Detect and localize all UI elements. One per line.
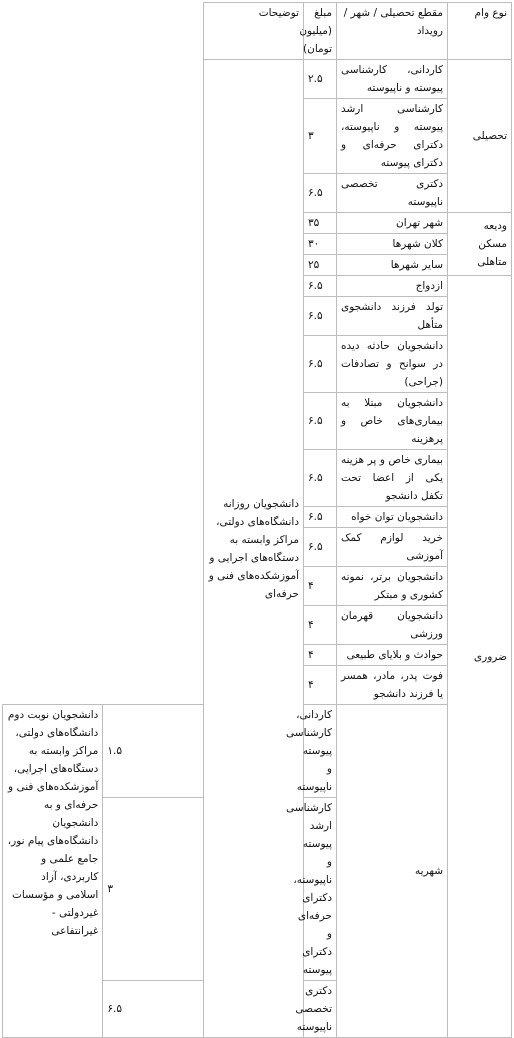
loan-type-tahsili: تحصیلی <box>448 60 512 213</box>
section-cell: کلان شهرها <box>337 234 448 255</box>
section-cell: دانشجویان قهرمان ورزشی <box>337 606 448 645</box>
amount-cell: ۶.۵ <box>304 336 337 393</box>
amount-cell: ۴ <box>304 645 337 666</box>
amount-cell: ۳۵ <box>304 213 337 234</box>
section-cell: شهر تهران <box>337 213 448 234</box>
section-cell: حوادث و بلایای طبیعی <box>337 645 448 666</box>
amount-cell: ۴ <box>304 666 337 705</box>
section-cell: تولد فرزند دانشجوی متأهل <box>337 297 448 336</box>
amount-cell: ۶.۵ <box>304 174 337 213</box>
loan-table <box>2 2 512 1038</box>
section-cell: خرید لوازم کمک آموزشی <box>337 528 448 567</box>
amount-cell: ۴ <box>304 567 337 606</box>
section-cell: دانشجویان برتر، نمونه کشوری و مبتکر <box>337 567 448 606</box>
amount-cell: ۳ <box>304 99 337 174</box>
amount-cell: ۲.۵ <box>304 60 337 99</box>
amount-cell: ۶.۵ <box>304 528 337 567</box>
description-shahrie: دانشجویان نوبت دوم دانشگاه‌های دولتی، مراکز وابسته به دستگاه‌های اجرایی، آموزشکده‌های فنی و حرفه‌ای و به دانشجویان دانشگاه‌های پیام نور، جامع علمی و کاربردی، آزاد اسلامی و مؤسسات غیردولتی - غیرانتفاعی <box>3 705 103 1038</box>
section-cell: دکتری تخصصی ناپیوسته <box>304 981 337 1038</box>
section-cell: فوت پدر، مادر، همسر یا فرزند دانشجو <box>337 666 448 705</box>
amount-cell: ۶.۵ <box>304 276 337 297</box>
loan-type-shahrie: شهریه <box>337 705 448 1038</box>
amount-cell: ۶.۵ <box>304 393 337 450</box>
amount-cell: ۶.۵ <box>304 507 337 528</box>
loan-type-vadie: ودیعه مسکن متاهلی <box>448 213 512 276</box>
section-cell: کارشناسی ارشد پیوسته و ناپیوسته، دکترای حرفه‌ای و دکترای پیوسته <box>337 99 448 174</box>
section-cell: کاردانی، کارشناسی پیوسته و ناپیوسته <box>304 705 337 798</box>
table-header <box>3 3 512 60</box>
header-row <box>3 3 512 60</box>
header-description: توضیحات <box>203 3 303 60</box>
section-cell: دانشجویان مبتلا به بیماری‌های خاص و پرهزینه <box>337 393 448 450</box>
section-cell: دکتری تخصصی ناپیوسته <box>337 174 448 213</box>
amount-cell: ۳ <box>103 798 203 981</box>
section-cell: ازدواج <box>337 276 448 297</box>
section-cell: دانشجویان توان خواه <box>337 507 448 528</box>
amount-cell: ۶.۵ <box>304 297 337 336</box>
description-zarori: دانشجویان روزانه دانشگاه‌های دولتی، مراکز وابسته به دستگاه‌های اجرایی و آموزشکده‌های فنی و حرفه‌ای <box>203 60 303 1038</box>
header-section: مقطع تحصیلی / شهر / رویداد <box>337 3 448 60</box>
amount-cell: ۶.۵ <box>103 981 203 1038</box>
amount-cell: ۳۰ <box>304 234 337 255</box>
table-row <box>3 60 512 99</box>
header-amount: مبلغ (میلیون تومان) <box>304 3 337 60</box>
section-cell: کاردانی، کارشناسی پیوسته و ناپیوسته <box>337 60 448 99</box>
section-cell: بیماری خاص و پر هزینه یکی از اعضا تحت تکفل دانشجو <box>337 450 448 507</box>
section-cell: دانشجویان حادثه دیده در سوانح و تصادفات (جراحی) <box>337 336 448 393</box>
section-cell: سایر شهرها <box>337 255 448 276</box>
amount-cell: ۶.۵ <box>304 450 337 507</box>
amount-cell: ۲۵ <box>304 255 337 276</box>
loan-type-zarori: ضروری <box>448 276 512 1038</box>
header-loan-type: نوع وام <box>448 3 512 60</box>
amount-cell: ۱.۵ <box>103 705 203 798</box>
amount-cell: ۴ <box>304 606 337 645</box>
section-cell: کارشناسی ارشد پیوسته و ناپیوسته، دکترای حرفه‌ای و دکترای پیوسته <box>304 798 337 981</box>
